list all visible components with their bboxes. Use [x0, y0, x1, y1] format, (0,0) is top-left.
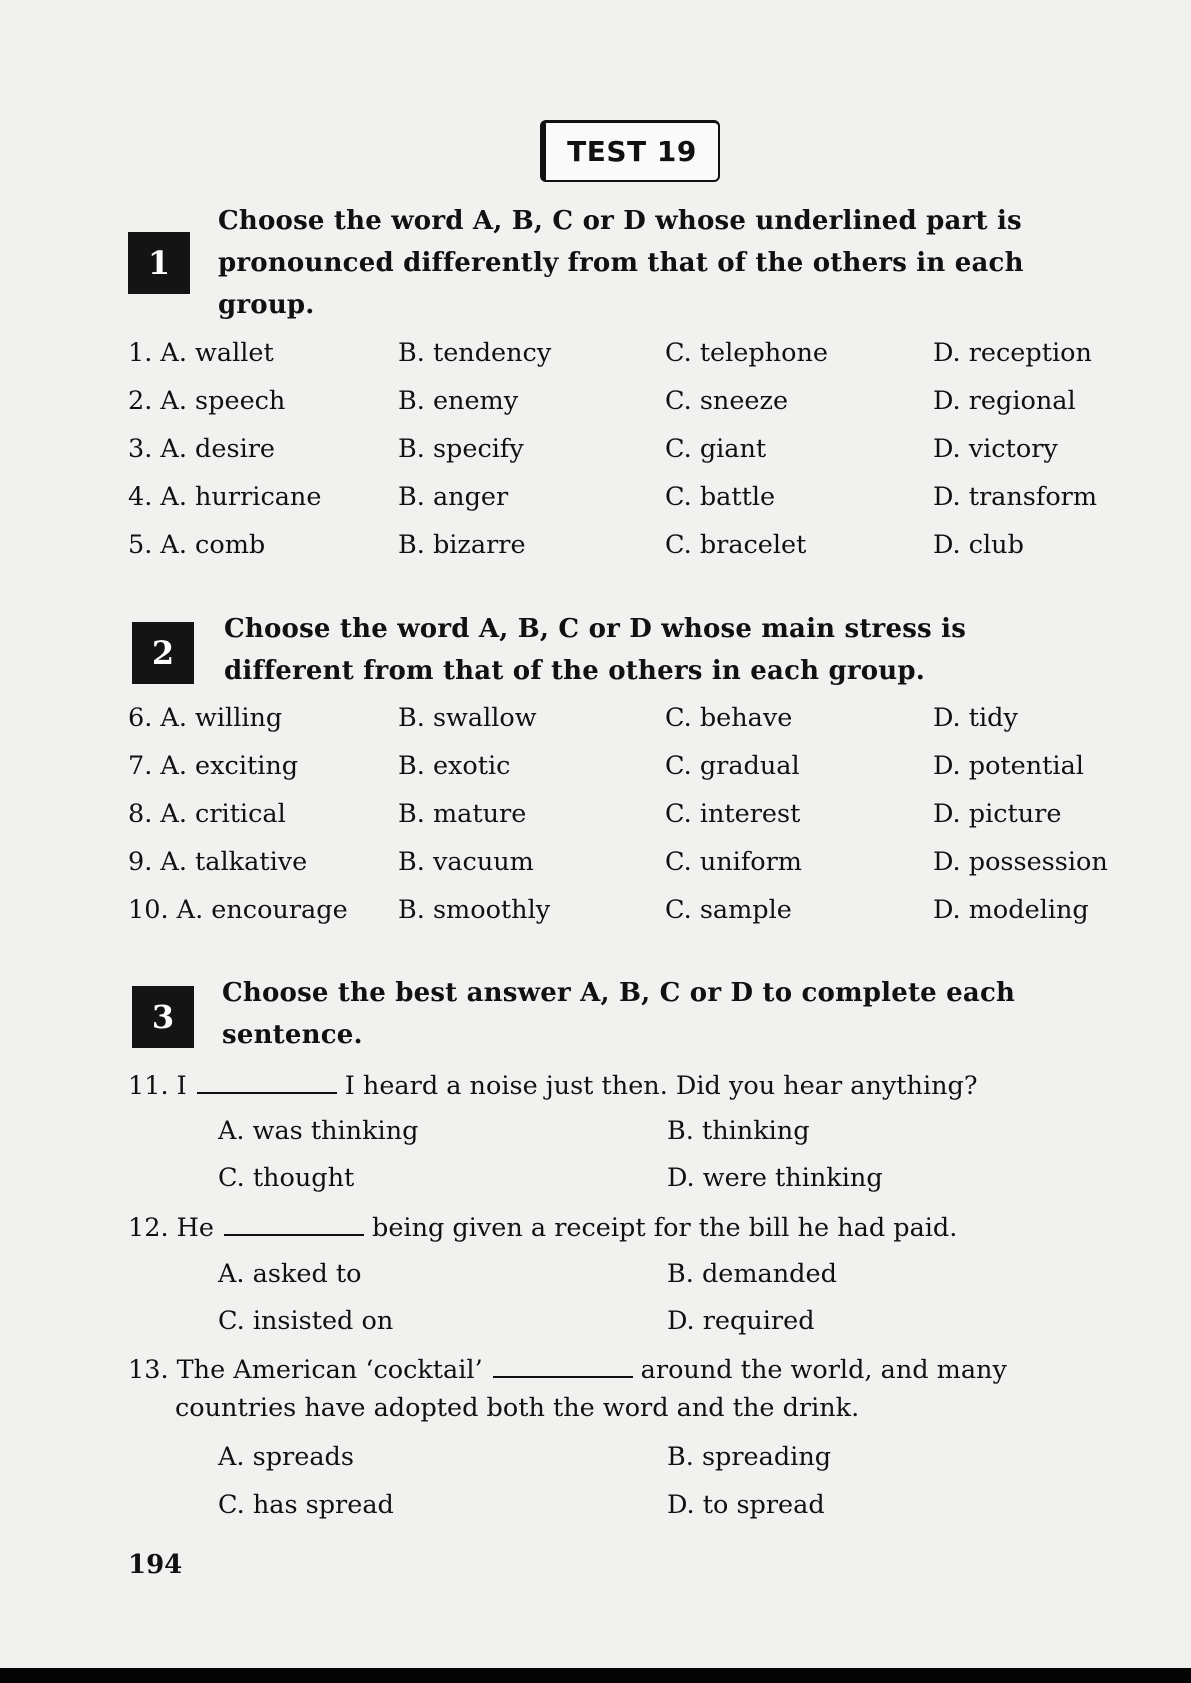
instruction-line: pronounced differently from that of the others in each: [218, 248, 1024, 278]
option-c: C. sneeze: [665, 386, 789, 416]
option-c: C. bracelet: [665, 530, 807, 560]
question-stem-continued: countries have adopted both the word and the drink.: [175, 1393, 860, 1423]
question-row: [128, 386, 1168, 430]
instruction-line: sentence.: [222, 1020, 363, 1050]
question-row: [128, 434, 1168, 478]
option-d: D. required: [667, 1306, 815, 1336]
option-b: B. swallow: [398, 703, 537, 733]
option-d: D. potential: [933, 751, 1084, 781]
section-2-number: 2: [132, 622, 194, 684]
instruction-line: Choose the word A, B, C or D whose underlined part is: [218, 206, 1022, 236]
option-a: 4. A. hurricane: [128, 482, 322, 512]
option-d: D. transform: [933, 482, 1098, 512]
option-d: D. regional: [933, 386, 1076, 416]
instruction-line: Choose the word A, B, C or D whose main stress is: [224, 614, 967, 644]
instruction-line: Choose the best answer A, B, C or D to complete each: [222, 978, 1016, 1008]
option-d: D. were thinking: [667, 1163, 883, 1193]
question-row: [128, 847, 1168, 891]
option-a: 8. A. critical: [128, 799, 286, 829]
option-c: C. insisted on: [218, 1306, 394, 1336]
option-c: C. uniform: [665, 847, 802, 877]
stem-end: around the world, and many: [640, 1355, 1007, 1385]
option-c: C. gradual: [665, 751, 800, 781]
option-c: C. thought: [218, 1163, 355, 1193]
section-1-instruction: [218, 200, 1024, 326]
question-row: [128, 703, 1168, 747]
section-3-number: 3: [132, 986, 194, 1048]
question-row: [128, 338, 1168, 382]
question-stem: [128, 1354, 1007, 1385]
option-d: D. modeling: [933, 895, 1089, 925]
question-row: [128, 530, 1168, 574]
question-row: [128, 895, 1168, 939]
option-a: 3. A. desire: [128, 434, 275, 464]
option-b: B. enemy: [398, 386, 519, 416]
option-a: 1. A. wallet: [128, 338, 274, 368]
option-b: B. mature: [398, 799, 527, 829]
option-a: A. was thinking: [218, 1116, 419, 1146]
option-d: D. possession: [933, 847, 1108, 877]
option-d: D. victory: [933, 434, 1058, 464]
stem-end: I heard a noise just then. Did you hear anything?: [344, 1071, 978, 1101]
option-d: D. picture: [933, 799, 1062, 829]
option-a: 10. A. encourage: [128, 895, 348, 925]
option-a: 6. A. willing: [128, 703, 283, 733]
option-b: B. anger: [398, 482, 509, 512]
option-b: B. thinking: [667, 1116, 810, 1146]
option-b: B. vacuum: [398, 847, 534, 877]
option-c: C. has spread: [218, 1490, 394, 1520]
option-c: C. telephone: [665, 338, 829, 368]
option-d: D. reception: [933, 338, 1092, 368]
option-a: 5. A. comb: [128, 530, 266, 560]
option-a: 7. A. exciting: [128, 751, 299, 781]
page-bottom-edge: [0, 1668, 1191, 1683]
answer-blank: [197, 1070, 337, 1094]
option-b: B. smoothly: [398, 895, 551, 925]
option-b: B. specify: [398, 434, 524, 464]
option-a: A. spreads: [218, 1442, 354, 1472]
section-2-instruction: [224, 608, 966, 692]
question-stem: [128, 1212, 957, 1243]
option-c: C. battle: [665, 482, 776, 512]
stem-end: being given a receipt for the bill he had paid.: [372, 1213, 958, 1243]
question-row: [128, 482, 1168, 526]
page-number: 194: [128, 1550, 183, 1580]
option-b: B. spreading: [667, 1442, 832, 1472]
option-b: B. tendency: [398, 338, 552, 368]
answer-blank: [224, 1212, 364, 1236]
option-a: 9. A. talkative: [128, 847, 308, 877]
instruction-line: different from that of the others in each group.: [224, 656, 926, 686]
test-title: TEST 19: [540, 120, 720, 182]
section-1-number: 1: [128, 232, 190, 294]
option-a: A. asked to: [218, 1259, 362, 1289]
option-b: B. bizarre: [398, 530, 526, 560]
section-3-instruction: [222, 972, 1015, 1056]
question-row: [128, 751, 1168, 795]
option-d: D. tidy: [933, 703, 1018, 733]
question-stem: [128, 1070, 978, 1101]
option-b: B. exotic: [398, 751, 511, 781]
question-row: [128, 799, 1168, 843]
option-d: D. to spread: [667, 1490, 825, 1520]
option-d: D. club: [933, 530, 1024, 560]
instruction-line: group.: [218, 290, 315, 320]
stem-start: 13. The American ‘cocktail’: [128, 1355, 483, 1385]
stem-start: 11. I: [128, 1071, 187, 1101]
stem-start: 12. He: [128, 1213, 214, 1243]
option-c: C. interest: [665, 799, 801, 829]
option-c: C. giant: [665, 434, 767, 464]
answer-blank: [493, 1354, 633, 1378]
option-b: B. demanded: [667, 1259, 837, 1289]
option-c: C. sample: [665, 895, 792, 925]
option-c: C. behave: [665, 703, 793, 733]
option-a: 2. A. speech: [128, 386, 286, 416]
